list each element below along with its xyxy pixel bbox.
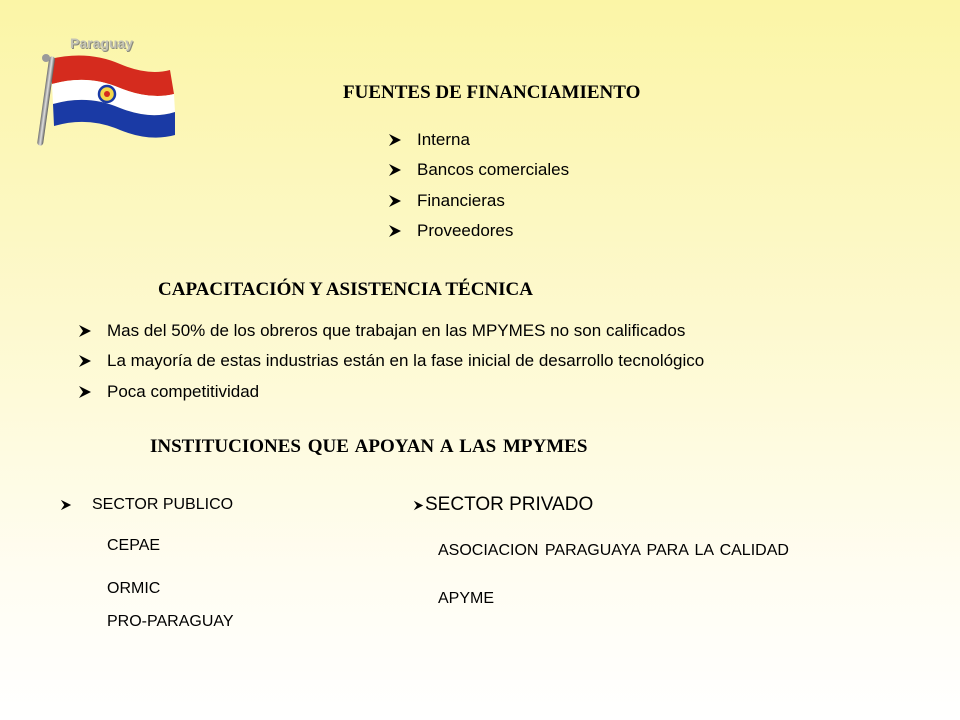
- sector-public: [60, 496, 233, 514]
- training-item: Poca competitividad: [107, 382, 260, 401]
- sector-public-label: SECTOR PUBLICO: [92, 496, 234, 513]
- financing-title: FUENTES DE FINANCIAMIENTO: [343, 82, 641, 103]
- arrow-bullet-icon: [388, 224, 402, 238]
- flag-caption: Paraguay: [70, 35, 134, 51]
- financing-item: Proveedores: [417, 221, 514, 240]
- list-item: [388, 221, 513, 241]
- financing-item: Financieras: [417, 191, 505, 210]
- private-institution: APYME: [438, 590, 495, 607]
- arrow-bullet-icon: [388, 194, 402, 208]
- public-institution: PRO-PARAGUAY: [107, 613, 234, 630]
- arrow-bullet-icon: [78, 385, 92, 399]
- training-item: La mayoría de estas industrias están en la fase inicial de desarrollo tecnológico: [107, 351, 705, 370]
- public-institution: ORMIC: [107, 580, 161, 597]
- training-item: Mas del 50% de los obreros que trabajan en las MPYMES no son calificados: [107, 321, 686, 340]
- list-item: [388, 130, 470, 150]
- financing-item: Interna: [417, 130, 470, 149]
- training-title: CAPACITACIÓN Y ASISTENCIA TÉCNICA: [158, 279, 533, 300]
- sector-private: [413, 494, 593, 516]
- paraguay-flag-icon: [30, 52, 180, 148]
- list-item: [78, 351, 704, 371]
- institutions-title: INSTITUCIONES QUE APOYAN A LAS MPYMES: [150, 436, 588, 457]
- list-item: [388, 191, 505, 211]
- private-institution: ASOCIACION PARAGUAYA PARA LA CALIDAD: [438, 542, 789, 559]
- list-item: [388, 160, 569, 180]
- arrow-bullet-icon: [388, 163, 402, 177]
- arrow-bullet-icon: [78, 324, 92, 338]
- arrow-bullet-icon: [78, 354, 92, 368]
- sector-private-label: SECTOR PRIVADO: [425, 494, 594, 515]
- financing-item: Bancos comerciales: [417, 160, 570, 179]
- public-institution: CEPAE: [107, 537, 161, 554]
- arrow-bullet-icon: [388, 133, 402, 147]
- arrow-bullet-icon: [60, 499, 72, 511]
- list-item: [78, 321, 685, 341]
- list-item: [78, 382, 259, 402]
- arrow-bullet-icon: [413, 500, 424, 511]
